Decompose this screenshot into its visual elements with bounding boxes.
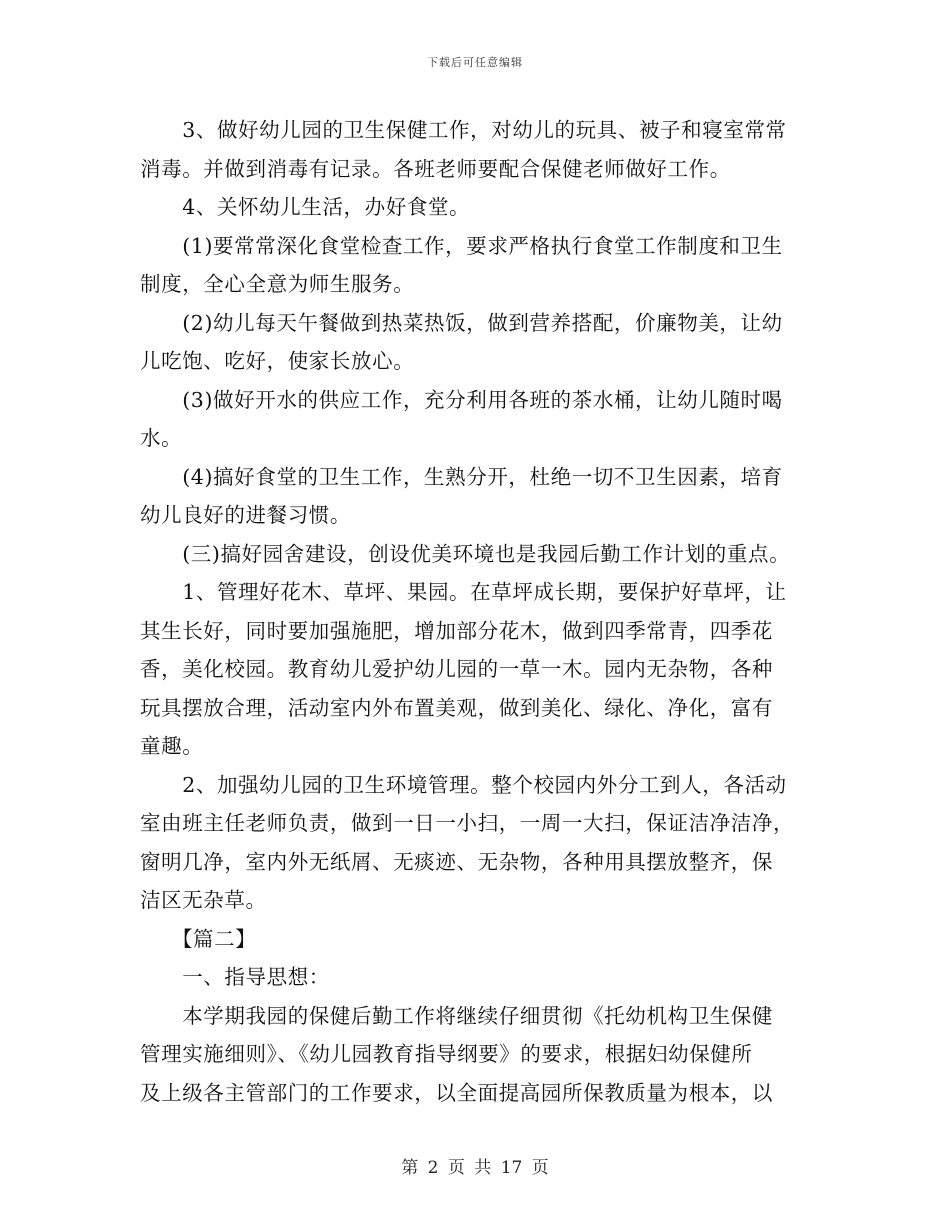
page-number: 第 2 页 共 17 页 bbox=[401, 1158, 549, 1178]
text-line: 2、加强幼儿园的卫生环境管理。整个校园内外分工到人，各活动 bbox=[140, 772, 787, 797]
text-line: (1)要常常深化食堂检查工作，要求严格执行食堂工作制度和卫生 bbox=[140, 233, 783, 258]
text-line: (4)搞好食堂的卫生工作，生熟分开，杜绝一切不卫生因素，培育 bbox=[140, 464, 783, 489]
text-line: 幼儿良好的进餐习惯。 bbox=[140, 503, 351, 527]
text-line: 洁区无杂草。 bbox=[140, 888, 267, 912]
text-line: 3、做好幼儿园的卫生保健工作，对幼儿的玩具、被子和寝室常常 bbox=[140, 118, 787, 142]
text-line: 本学期我园的保健后勤工作将继续仔细贯彻《托幼机构卫生保健 bbox=[140, 1003, 773, 1028]
text-line: 及上级各主管部门的工作要求，以全面提高园所保教质量为根本，以 bbox=[140, 1080, 773, 1105]
text-line: 其生长好，同时要加强施肥，增加部分花木，做到四季常青，四季花 bbox=[140, 618, 773, 643]
text-line: 童趣。 bbox=[140, 734, 204, 758]
text-line: 水。 bbox=[140, 426, 183, 450]
text-line: 室由班主任老师负责，做到一日一小扫，一周一大扫，保证洁净洁净， bbox=[140, 811, 795, 835]
text-line: (2)幼儿每天午餐做到热菜热饭，做到营养搭配，价廉物美，让幼 bbox=[140, 310, 783, 335]
page-header-note: 下载后可任意编辑 bbox=[427, 56, 523, 69]
text-line: 儿吃饱、吃好，使家长放心。 bbox=[140, 349, 415, 373]
text-line: 4、关怀幼儿生活，办好食堂。 bbox=[140, 195, 471, 219]
text-line: (三)搞好园舍建设，创设优美环境也是我园后勤工作计划的重点。 bbox=[140, 541, 791, 566]
document-body bbox=[140, 111, 808, 1112]
text-line: 制度，全心全意为师生服务。 bbox=[140, 272, 415, 296]
section-heading: 【篇二】 bbox=[140, 926, 257, 951]
text-line: 1、管理好花木、草坪、果园。在草坪成长期，要保护好草坪，让 bbox=[140, 580, 787, 604]
text-line: 玩具摆放合理，活动室内外布置美观，做到美化、绿化、净化，富有 bbox=[140, 695, 773, 720]
text-line: 窗明几净，室内外无纸屑、无痰迹、无杂物，各种用具摆放整齐，保 bbox=[140, 849, 773, 874]
subsection-heading: 一、指导思想： bbox=[140, 965, 330, 989]
text-line: (3)做好开水的供应工作，充分利用各班的茶水桶，让幼儿随时喝 bbox=[140, 387, 783, 412]
text-line: 消毒。并做到消毒有记录。各班老师要配合保健老师做好工作。 bbox=[140, 156, 731, 181]
text-line: 香，美化校园。教育幼儿爱护幼儿园的一草一木。园内无杂物，各种 bbox=[140, 657, 773, 681]
text-line: 管理实施细则》、《幼儿园教育指导纲要》的要求，根据妇幼保健所 bbox=[140, 1042, 753, 1066]
